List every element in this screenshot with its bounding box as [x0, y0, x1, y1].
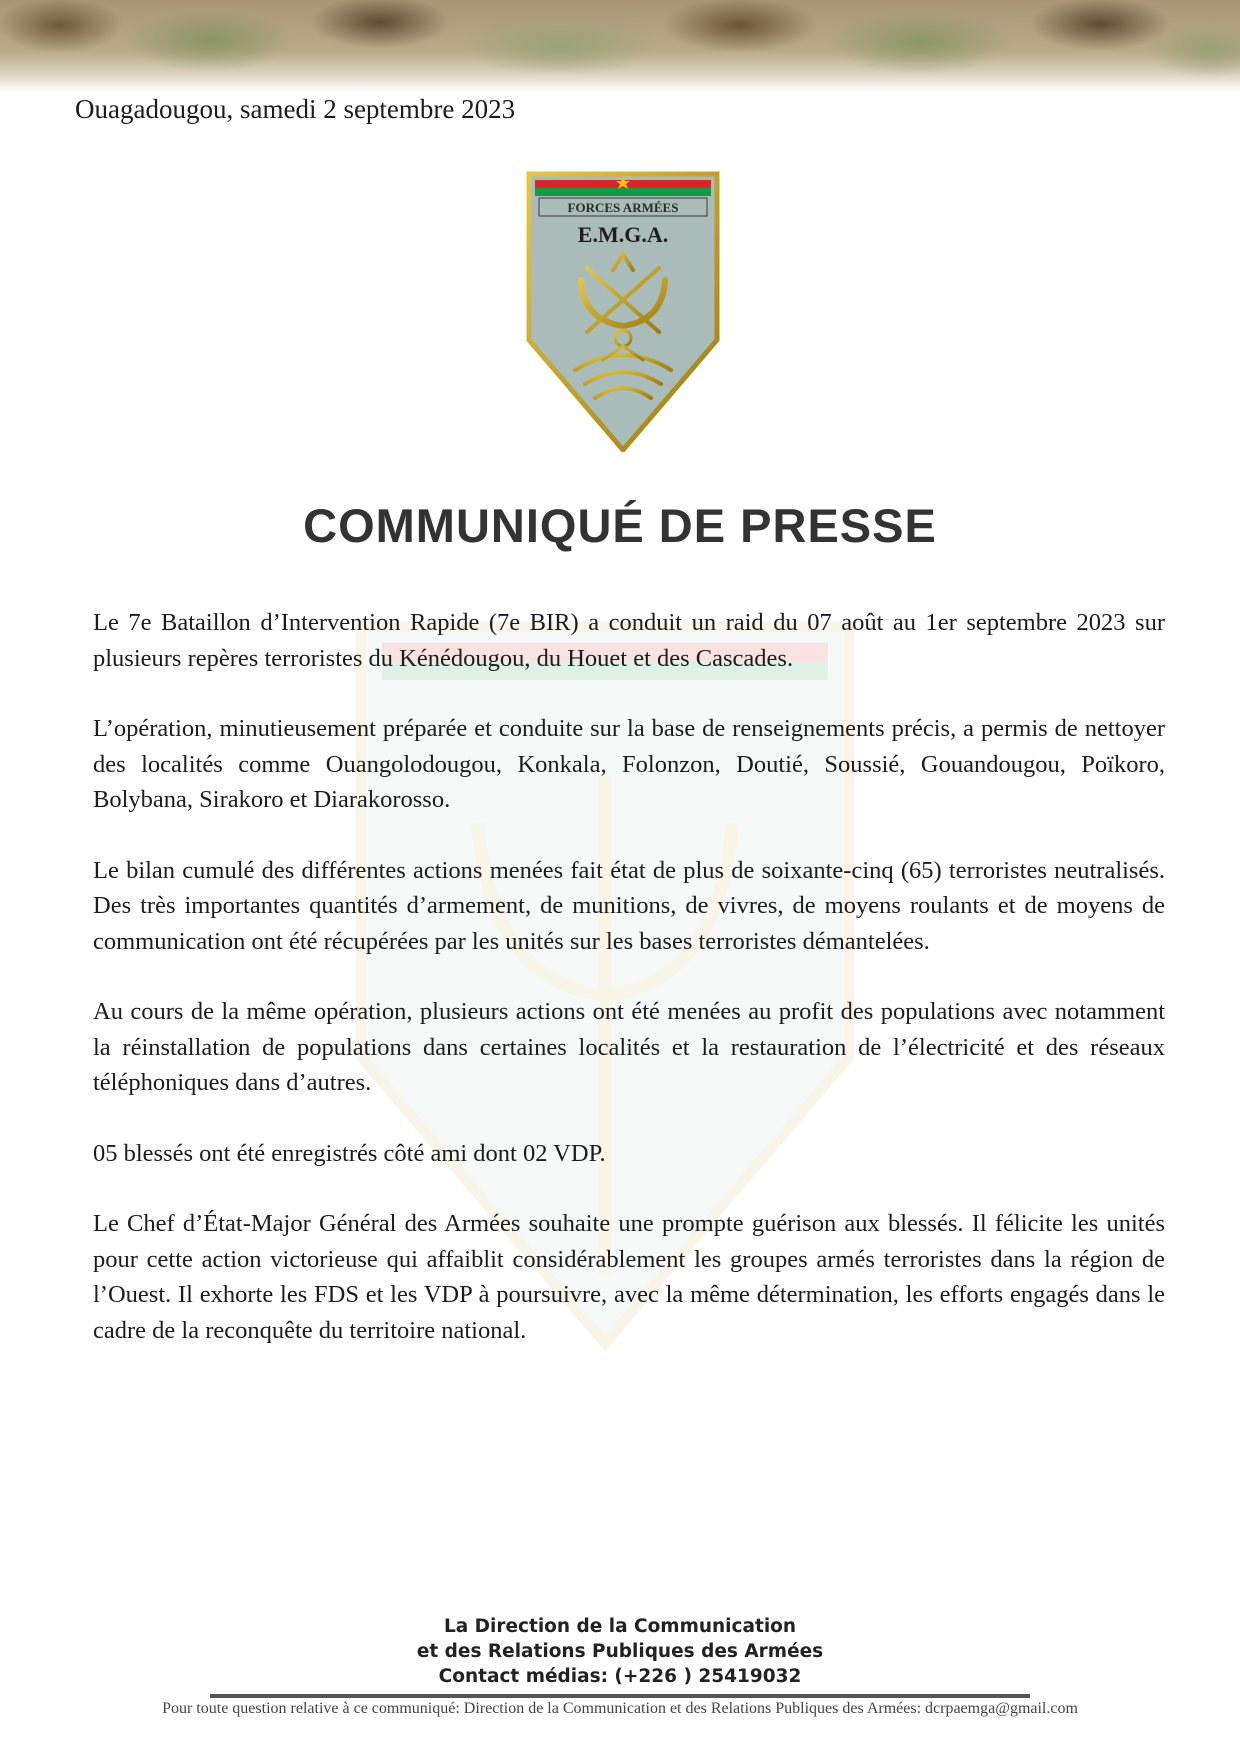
signature-line: et des Relations Publiques des Armées: [416, 1641, 824, 1662]
paragraph: Le bilan cumulé des différentes actions menées fait état de plus de soixante-cinq (65) terroristes neutralisés. Des très importantes quantités d’armement, de munitions, de vivres, de moyens roulants et de moyens de communication ont été récupérées par les unités sur les bases terroristes démantelées.: [93, 856, 1165, 955]
camouflage-banner: [0, 0, 1240, 92]
paragraph: Le Chef d’État-Major Général des Armées souhaite une prompte guérison aux blessés. Il félicite les unités pour cette action victorieuse qui affaiblit considérablement les groupes armés terroristes dans la région de l’Ouest. Il exhorte les FDS et les VDP à poursuivre, avec la même détermination, les efforts engagés dans le cadre de la reconquête du territoire national.: [93, 1210, 1165, 1344]
paragraph: L’opération, minutieusement préparée et conduite sur la base de renseignements précis, a permis de nettoyer des localités comme Ouangolodougou, Konkala, Folonzon, Doutié, Soussié, Gouandougou, Poïkoro, Bolybana, Sirakoro et Diarakorosso.: [93, 715, 1165, 813]
footer-divider: [210, 1694, 1030, 1698]
paragraph: 05 blessés ont été enregistrés côté ami dont 02 VDP.: [93, 1139, 606, 1167]
page-title: COMMUNIQUÉ DE PRESSE: [303, 499, 937, 552]
signature-line: La Direction de la Communication: [443, 1616, 797, 1637]
signature-block: [0, 1614, 1240, 1689]
paragraph: Au cours de la même opération, plusieurs actions ont été menées au profit des populations avec notamment la réinstallation de populations dans certaines localités et la restauration de l’électricité et des réseaux téléphoniques dans d’autres.: [93, 998, 1165, 1096]
crest-acronym: E.M.G.A.: [577, 222, 669, 247]
contact-line: Contact médias: (+226 ) 25419032: [438, 1666, 802, 1687]
press-release-body: [93, 605, 1165, 1383]
emga-crest-emblem: [525, 170, 721, 452]
paragraph: Le 7e Bataillon d’Intervention Rapide (7e BIR) a conduit un raid du 07 août au 1er septembre 2023 sur plusieurs repères terroristes du Kénédougou, du Houet et des Cascades.: [93, 609, 1165, 672]
crest-banner-text: FORCES ARMÉES: [567, 200, 679, 215]
date-line: Ouagadougou, samedi 2 septembre 2023: [75, 94, 516, 124]
footer-note: Pour toute question relative à ce communiqué: Direction de la Communication et des Relations Publiques des Armées: dcrpaemga@gmail.com: [162, 1700, 1078, 1717]
